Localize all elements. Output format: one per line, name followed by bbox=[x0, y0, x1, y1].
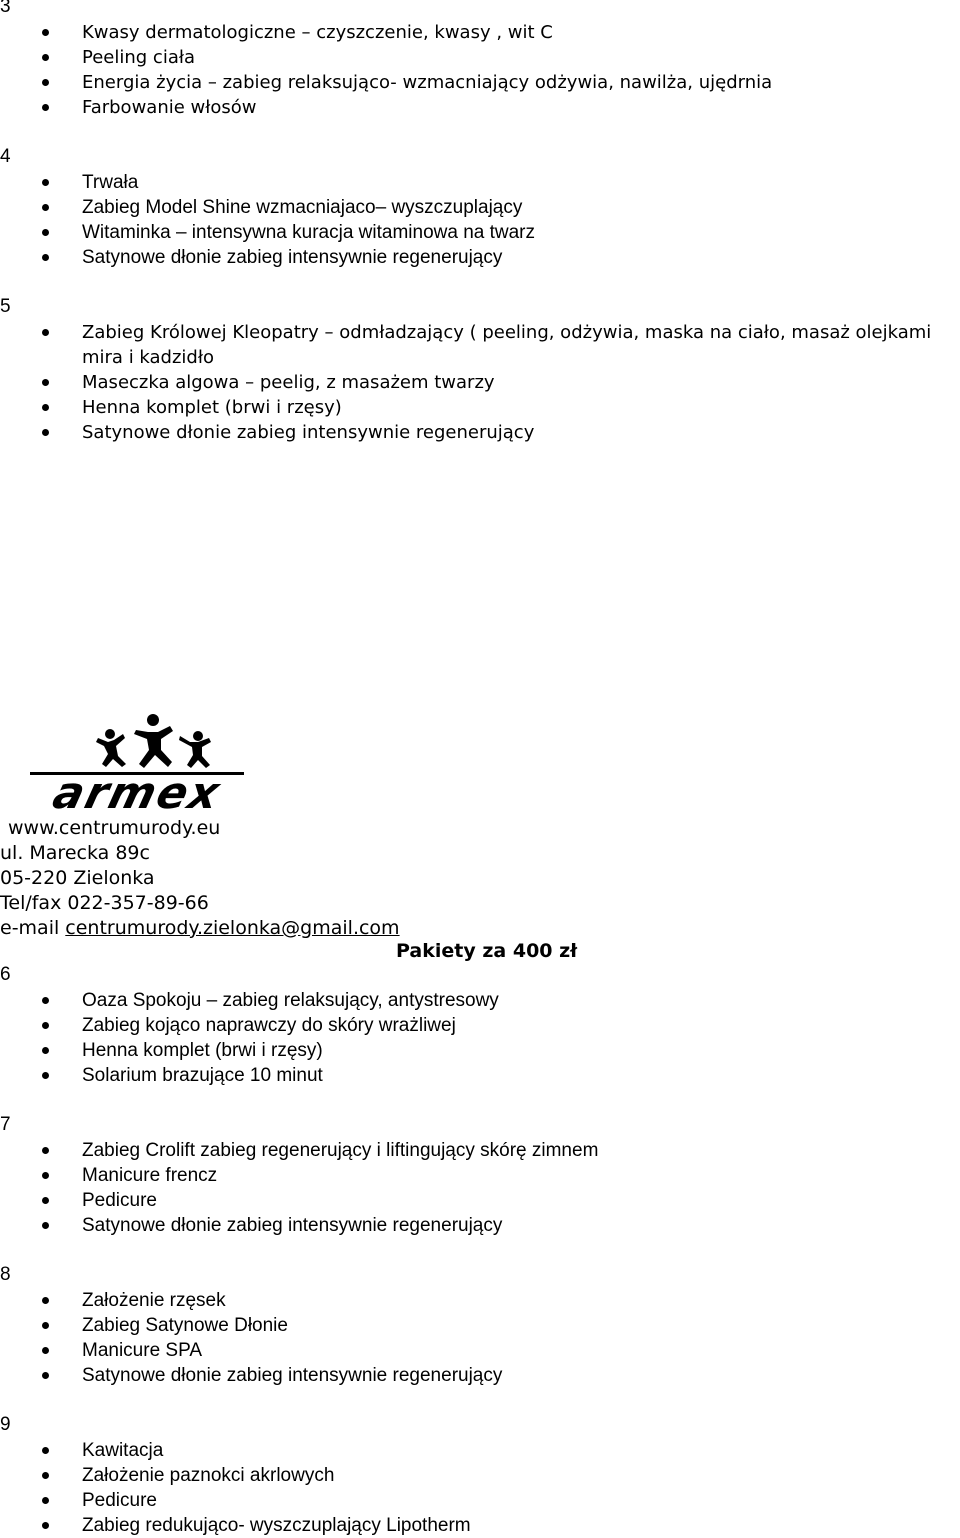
list-item: Maseczka algowa – peelig, z masażem twarzy bbox=[0, 370, 960, 395]
bullet-icon bbox=[42, 179, 49, 186]
section-number-6: 6 bbox=[0, 964, 11, 985]
bullet-icon bbox=[42, 29, 49, 36]
list-item: Manicure SPA bbox=[0, 1338, 960, 1363]
bullet-icon bbox=[42, 1072, 49, 1079]
bullet-icon bbox=[42, 1447, 49, 1454]
list-item: Witaminka – intensywna kuracja witaminowa na twarz bbox=[0, 220, 960, 245]
bullet-icon bbox=[42, 1472, 49, 1479]
section-9-list bbox=[0, 1438, 960, 1538]
contact-block bbox=[0, 816, 400, 941]
phone-number: Tel/fax 022-357-89-66 bbox=[0, 892, 209, 914]
bullet-icon bbox=[42, 1347, 49, 1354]
list-item: Satynowe dłonie zabieg intensywnie regenerujący bbox=[0, 245, 960, 270]
list-item: Manicure frencz bbox=[0, 1163, 960, 1188]
bullet-icon bbox=[42, 54, 49, 61]
list-item: Henna komplet (brwi i rzęsy) bbox=[0, 1038, 960, 1063]
section-number-7: 7 bbox=[0, 1114, 11, 1135]
list-item: Oaza Spokoju – zabieg relaksujący, antystresowy bbox=[0, 988, 960, 1013]
bullet-icon bbox=[42, 254, 49, 261]
list-item: Kwasy dermatologiczne – czyszczenie, kwasy , wit C bbox=[0, 20, 960, 45]
section-7-list bbox=[0, 1138, 960, 1238]
section-5-list bbox=[0, 320, 960, 445]
bullet-icon bbox=[42, 1172, 49, 1179]
bullet-icon bbox=[42, 1372, 49, 1379]
list-item: Henna komplet (brwi i rzęsy) bbox=[0, 395, 960, 420]
bullet-icon bbox=[42, 997, 49, 1004]
section-number-4: 4 bbox=[0, 146, 11, 167]
list-item: Zabieg Satynowe Dłonie bbox=[0, 1313, 960, 1338]
bullet-icon bbox=[42, 429, 49, 436]
list-item: Zabieg Królowej Kleopatry – odmładzający ( peeling, odżywia, maska na ciało, masaż olejkami mira i kadzidło bbox=[0, 320, 960, 370]
list-item: Satynowe dłonie zabieg intensywnie regenerujący bbox=[0, 1213, 960, 1238]
list-item: Peeling ciała bbox=[0, 45, 960, 70]
bullet-icon bbox=[42, 1047, 49, 1054]
email-label: e-mail bbox=[0, 917, 66, 939]
section-number-3: 3 bbox=[0, 0, 11, 17]
bullet-icon bbox=[42, 229, 49, 236]
bullet-icon bbox=[42, 1022, 49, 1029]
section-4-list bbox=[0, 170, 960, 270]
list-item: Farbowanie włosów bbox=[0, 95, 960, 120]
website-link[interactable]: www.centrumurody.eu bbox=[8, 817, 221, 839]
bullet-icon bbox=[42, 79, 49, 86]
bullet-icon bbox=[42, 1522, 49, 1529]
bullet-icon bbox=[42, 1197, 49, 1204]
section-3-list bbox=[0, 20, 960, 120]
bullet-icon bbox=[42, 329, 49, 336]
list-item: Założenie paznokci akrlowych bbox=[0, 1463, 960, 1488]
list-item: Kawitacja bbox=[0, 1438, 960, 1463]
bullet-icon bbox=[42, 1322, 49, 1329]
bullet-icon bbox=[42, 1147, 49, 1154]
bullet-icon bbox=[42, 404, 49, 411]
email-link[interactable]: centrumurody.zielonka@gmail.com bbox=[65, 917, 400, 939]
section-6-list bbox=[0, 988, 960, 1088]
list-item: Zabieg Crolift zabieg regenerujący i liftingujący skórę zimnem bbox=[0, 1138, 960, 1163]
city-address: 05-220 Zielonka bbox=[0, 867, 155, 889]
bullet-icon bbox=[42, 1497, 49, 1504]
list-item: Założenie rzęsek bbox=[0, 1288, 960, 1313]
section-8-list bbox=[0, 1288, 960, 1388]
bullet-icon bbox=[42, 379, 49, 386]
list-item: Zabieg Model Shine wzmacniajaco– wyszczuplający bbox=[0, 195, 960, 220]
list-item: Satynowe dłonie zabieg intensywnie regenerujący bbox=[0, 420, 960, 445]
armex-logo bbox=[28, 712, 246, 818]
section-number-8: 8 bbox=[0, 1264, 11, 1285]
bullet-icon bbox=[42, 1222, 49, 1229]
email-line bbox=[0, 916, 400, 941]
bullet-icon bbox=[42, 1297, 49, 1304]
list-item: Energia życia – zabieg relaksująco- wzmacniający odżywia, nawilża, ujędrnia bbox=[0, 70, 960, 95]
list-item: Zabieg kojąco naprawczy do skóry wrażliwej bbox=[0, 1013, 960, 1038]
list-item: Trwała bbox=[0, 170, 960, 195]
list-item: Pedicure bbox=[0, 1188, 960, 1213]
street-address: ul. Marecka 89c bbox=[0, 842, 150, 864]
list-item: Zabieg redukująco- wyszczuplający Lipotherm bbox=[0, 1513, 960, 1538]
bullet-icon bbox=[42, 204, 49, 211]
list-item: Pedicure bbox=[0, 1488, 960, 1513]
list-item: Solarium brazujące 10 minut bbox=[0, 1063, 960, 1088]
packages-heading: Pakiety za 400 zł bbox=[396, 940, 578, 962]
logo-wordmark: armex bbox=[48, 768, 227, 819]
list-item: Satynowe dłonie zabieg intensywnie regenerujący bbox=[0, 1363, 960, 1388]
section-number-9: 9 bbox=[0, 1414, 11, 1435]
section-number-5: 5 bbox=[0, 296, 11, 317]
bullet-icon bbox=[42, 104, 49, 111]
